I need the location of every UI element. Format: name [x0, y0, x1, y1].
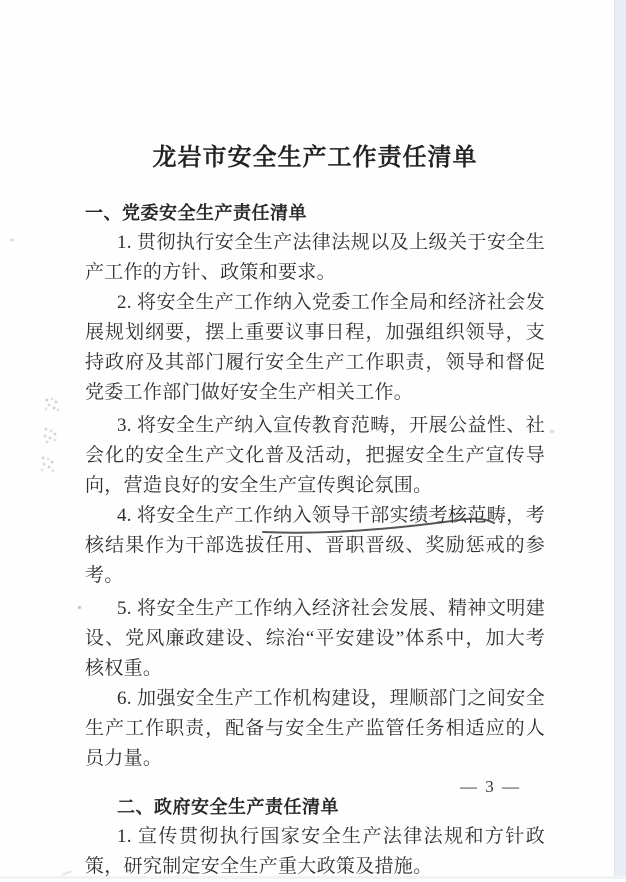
- scan-edge-strip: [614, 0, 626, 879]
- scan-speck: [62, 870, 72, 875]
- scan-speck: [10, 239, 14, 241]
- section-1-item-3: 3. 将安全生产纳入宣传教育范畴，开展公益性、社会化的安全生产文化普及活动，把握安全生产宣传导向，营造良好的安全生产宣传舆论氛围。: [85, 415, 545, 496]
- scan-speck: [78, 606, 81, 609]
- margin-smudge: [42, 428, 44, 430]
- section-1-heading: 一、党委安全生产责任清单: [85, 203, 307, 223]
- document-title: 龙岩市安全生产工作责任清单: [152, 145, 478, 171]
- page-number: — 3 —: [460, 777, 521, 796]
- margin-smudge: [44, 398, 46, 400]
- section-1-item-4: 4. 将安全生产工作纳入领导干部实绩考核范畴，考核结果作为干部选拔任用、晋职晋级、奖励惩戒的参考。: [85, 505, 545, 586]
- scan-speck: [550, 430, 554, 433]
- section-1-item-5: 5. 将安全生产工作纳入经济社会发展、精神文明建设、党风廉政建设、综治“平安建设”体系中，加大考核权重。: [85, 598, 545, 679]
- section-1-item-2: 2. 将安全生产工作纳入党委工作全局和经济社会发展规划纲要，摆上重要议事日程，加强组织领导，支持政府及其部门履行安全生产工作职责，领导和督促党委工作部门做好安全生产相关工作。: [85, 292, 545, 403]
- section-2-heading: 二、政府安全生产责任清单: [117, 797, 339, 817]
- section-1-item-1: 1. 贯彻执行安全生产法律法规以及上级关于安全生产工作的方针、政策和要求。: [85, 232, 545, 283]
- section-2-item-1: 1. 宣传贯彻执行国家安全生产法律法规和方针政策，研究制定安全生产重大政策及措施。: [85, 826, 545, 877]
- section-1-item-6: 6. 加强安全生产工作机构建设，理顺部门之间安全生产工作职责，配备与安全生产监管任务相适应的人员力量。: [85, 688, 545, 769]
- margin-smudge: [40, 457, 42, 459]
- document-content: [85, 0, 545, 882]
